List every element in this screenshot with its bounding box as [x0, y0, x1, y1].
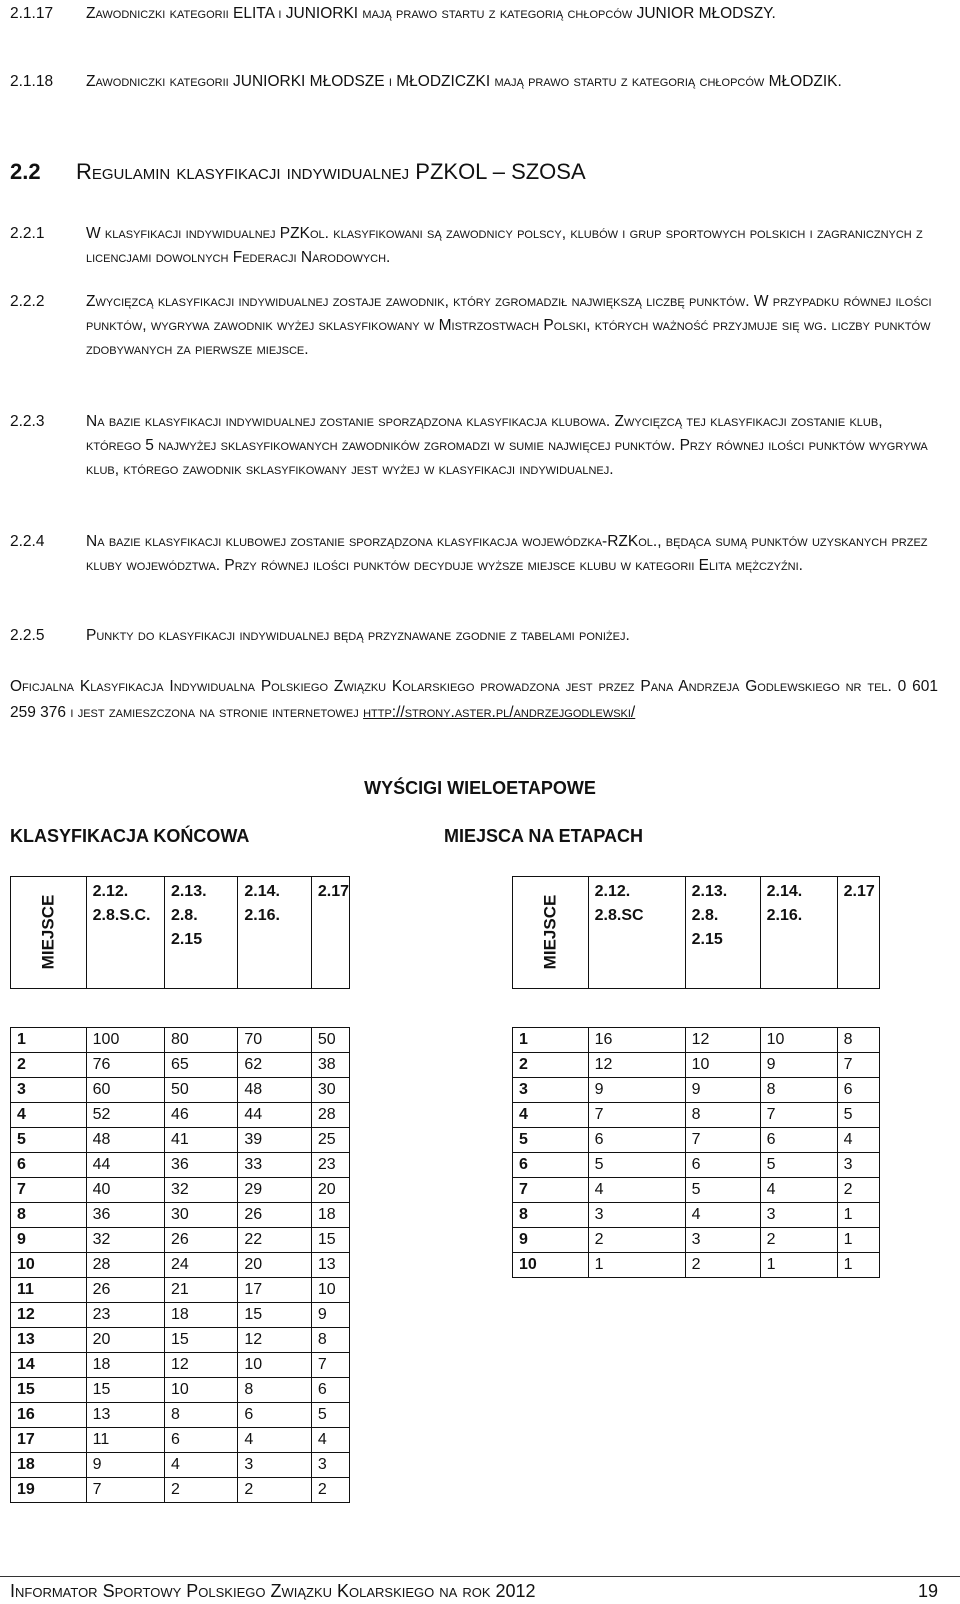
place-cell: 13: [11, 1328, 87, 1353]
section-heading: [10, 157, 586, 187]
place-cell: 10: [513, 1253, 589, 1278]
points-cell: 2: [164, 1478, 237, 1503]
points-cell: 10: [685, 1053, 760, 1078]
rule-2-2-2: [10, 290, 938, 362]
points-cell: 6: [238, 1403, 311, 1428]
stage-races-title: WYŚCIGI WIELOETAPOWE: [364, 778, 596, 798]
rule-text: Zawodniczki kategorii JUNIORKI MŁODSZE i MŁODZICZKI mają prawo startu z kategorią chłopców MŁODZIK.: [86, 73, 842, 90]
points-cell: 3: [837, 1153, 879, 1178]
points-cell: 15: [238, 1303, 311, 1328]
section-number: 2.2: [10, 159, 41, 184]
points-cell: 20: [311, 1178, 349, 1203]
points-cell: 1: [760, 1253, 837, 1278]
points-cell: 9: [760, 1053, 837, 1078]
points-cell: 1: [588, 1253, 685, 1278]
page-footer: [0, 1576, 960, 1601]
rule-text: Na bazie klasyfikacji indywidualnej zostanie sporządzona klasyfikacja klubowa. Zwycięzcą tej klasyfikacji zostanie klub, którego 5 najwyżej sklasyfikowanych zawodników zgromadzi w sumie najwięcej punktów. Przy równej ilości punktów wygrywa klub, którego zawodnik sklasyfikowany jest wyżej w klasyfikacji indywidualnej.: [86, 413, 928, 478]
points-cell: 6: [837, 1078, 879, 1103]
points-cell: 60: [86, 1078, 164, 1103]
points-cell: 8: [837, 1028, 879, 1053]
points-cell: 7: [86, 1478, 164, 1503]
place-cell: 6: [513, 1153, 589, 1178]
points-cell: 2: [588, 1228, 685, 1253]
footer-title: Informator Sportowy Polskiego Związku Kolarskiego na rok 2012: [10, 1581, 536, 1601]
place-cell: 16: [11, 1403, 87, 1428]
table-row: [11, 1028, 350, 1053]
points-cell: 4: [760, 1178, 837, 1203]
table-row: [513, 1253, 880, 1278]
final-classification-table: [10, 876, 350, 1503]
points-cell: 15: [86, 1378, 164, 1403]
points-cell: 76: [86, 1053, 164, 1078]
table-row: [11, 1053, 350, 1078]
points-cell: 12: [685, 1028, 760, 1053]
points-cell: 2: [837, 1178, 879, 1203]
table-row: [11, 1453, 350, 1478]
place-cell: 3: [11, 1078, 87, 1103]
points-cell: 29: [238, 1178, 311, 1203]
points-cell: 80: [164, 1028, 237, 1053]
column-header: 2.13. 2.8. 2.15: [685, 877, 760, 989]
points-cell: 1: [837, 1203, 879, 1228]
table-row: [513, 1228, 880, 1253]
points-cell: 28: [86, 1253, 164, 1278]
points-cell: 4: [837, 1128, 879, 1153]
stage-places-title: MIEJSCA NA ETAPACH: [444, 826, 644, 846]
place-cell: 4: [11, 1103, 87, 1128]
points-cell: 7: [588, 1103, 685, 1128]
points-cell: 15: [164, 1328, 237, 1353]
points-cell: 6: [685, 1153, 760, 1178]
points-cell: 12: [238, 1328, 311, 1353]
points-cell: 4: [238, 1428, 311, 1453]
rule-number: 2.2.4: [10, 533, 45, 550]
points-cell: 5: [685, 1178, 760, 1203]
points-cell: 23: [311, 1153, 349, 1178]
points-cell: 24: [164, 1253, 237, 1278]
place-cell: 17: [11, 1428, 87, 1453]
points-cell: 32: [164, 1178, 237, 1203]
rule-2-2-5: [10, 624, 938, 648]
table-row: [513, 1203, 880, 1228]
table-row: [11, 1078, 350, 1103]
points-cell: 2: [238, 1478, 311, 1503]
points-cell: 20: [86, 1328, 164, 1353]
points-cell: 33: [238, 1153, 311, 1178]
rule-number: 2.2.1: [10, 225, 45, 242]
column-header: 2.17: [311, 877, 349, 989]
points-cell: 4: [311, 1428, 349, 1453]
place-cell: 15: [11, 1378, 87, 1403]
points-cell: 21: [164, 1278, 237, 1303]
points-cell: 39: [238, 1128, 311, 1153]
rule-text: Zawodniczki kategorii ELITA i JUNIORKI mają prawo startu z kategorią chłopców JUNIOR MŁODSZY.: [86, 5, 776, 22]
points-cell: 3: [311, 1453, 349, 1478]
points-cell: 7: [685, 1128, 760, 1153]
points-cell: 52: [86, 1103, 164, 1128]
table-row: [11, 1253, 350, 1278]
points-cell: 5: [588, 1153, 685, 1178]
points-cell: 10: [760, 1028, 837, 1053]
table-row: [11, 1353, 350, 1378]
points-cell: 26: [164, 1228, 237, 1253]
column-header: 2.13. 2.8. 2.15: [164, 877, 237, 989]
points-cell: 10: [311, 1278, 349, 1303]
points-cell: 12: [588, 1053, 685, 1078]
place-cell: 8: [11, 1203, 87, 1228]
points-cell: 26: [86, 1278, 164, 1303]
place-cell: 1: [513, 1028, 589, 1053]
table-row: [513, 1053, 880, 1078]
rule-number: 2.1.17: [10, 5, 54, 22]
place-cell: 19: [11, 1478, 87, 1503]
place-cell: 12: [11, 1303, 87, 1328]
rule-text: Na bazie klasyfikacji klubowej zostanie sporządzona klasyfikacja wojewódzka-RZKol., będąca sumą punktów uzyskanych przez kluby województwa. Przy równej ilości punktów decyduje wyższe miejsce klubu w kategorii Elita mężczyźni.: [86, 533, 928, 574]
points-cell: 38: [311, 1053, 349, 1078]
points-cell: 17: [238, 1278, 311, 1303]
points-cell: 2: [685, 1253, 760, 1278]
points-cell: 100: [86, 1028, 164, 1053]
column-header: 2.17: [837, 877, 879, 989]
table-row: [11, 1328, 350, 1353]
points-cell: 3: [760, 1203, 837, 1228]
rule-2-1-17: [10, 2, 938, 26]
points-cell: 18: [86, 1353, 164, 1378]
points-cell: 10: [164, 1378, 237, 1403]
rule-2-2-3: [10, 410, 938, 482]
points-cell: 20: [238, 1253, 311, 1278]
points-cell: 1: [837, 1253, 879, 1278]
table-row: [11, 1228, 350, 1253]
points-cell: 48: [238, 1078, 311, 1103]
table-row: [513, 1178, 880, 1203]
points-cell: 70: [238, 1028, 311, 1053]
points-cell: 5: [837, 1103, 879, 1128]
table-row: [513, 1078, 880, 1103]
points-cell: 26: [238, 1203, 311, 1228]
points-cell: 4: [164, 1453, 237, 1478]
points-cell: 2: [760, 1228, 837, 1253]
column-header: 2.14. 2.16.: [760, 877, 837, 989]
official-text: Oficjalna Klasyfikacja Indywidualna Polskiego Związku Kolarskiego prowadzona jest przez Pana Andrzeja Godlewskiego nr tel. 0 601 259 376 i jest zamieszczona na stronie internetowej: [10, 678, 938, 721]
points-cell: 3: [238, 1453, 311, 1478]
place-cell: 6: [11, 1153, 87, 1178]
points-cell: 50: [164, 1078, 237, 1103]
column-header: 2.12. 2.8.S.C.: [86, 877, 164, 989]
place-cell: 1: [11, 1028, 87, 1053]
place-cell: 10: [11, 1253, 87, 1278]
points-cell: 6: [588, 1128, 685, 1153]
points-cell: 12: [164, 1353, 237, 1378]
points-cell: 16: [588, 1028, 685, 1053]
table-row: [11, 1378, 350, 1403]
points-cell: 18: [311, 1203, 349, 1228]
points-cell: 32: [86, 1228, 164, 1253]
place-cell: 7: [513, 1178, 589, 1203]
table-row: [11, 1128, 350, 1153]
place-cell: 9: [11, 1228, 87, 1253]
page-number: 19: [917, 1581, 938, 1601]
table-row: [513, 1028, 880, 1053]
points-cell: 62: [238, 1053, 311, 1078]
place-cell: 3: [513, 1078, 589, 1103]
table-row: [11, 1403, 350, 1428]
table-row: [513, 1153, 880, 1178]
table-row: [11, 1478, 350, 1503]
place-cell: 2: [11, 1053, 87, 1078]
points-cell: 5: [311, 1403, 349, 1428]
stage-places-table: [512, 876, 880, 1278]
points-cell: 23: [86, 1303, 164, 1328]
place-cell: 9: [513, 1228, 589, 1253]
rule-number: 2.1.18: [10, 73, 54, 90]
rule-text: Zwycięzcą klasyfikacji indywidualnej zostaje zawodnik, który zgromadził największą liczbę punktów. W przypadku równej ilości punktów, wygrywa zawodnik wyżej sklasyfikowany w Mistrzostwach Polski, których ważność przyjmuje się wg. liczby punktów zdobywanych za pierwsze miejsce.: [86, 293, 932, 358]
points-cell: 11: [86, 1428, 164, 1453]
points-cell: 22: [238, 1228, 311, 1253]
points-cell: 28: [311, 1103, 349, 1128]
points-cell: 10: [238, 1353, 311, 1378]
section-title: Regulamin klasyfikacji indywidualnej PZKOL – SZOSA: [76, 159, 586, 184]
table-row: [11, 1278, 350, 1303]
place-header: MIEJSCE: [513, 877, 589, 989]
points-cell: 6: [164, 1428, 237, 1453]
points-cell: 13: [311, 1253, 349, 1278]
points-cell: 3: [685, 1228, 760, 1253]
points-cell: 65: [164, 1053, 237, 1078]
points-cell: 36: [86, 1203, 164, 1228]
points-cell: 25: [311, 1128, 349, 1153]
rule-2-1-18: [10, 70, 938, 94]
rule-text: W klasyfikacji indywidualnej PZKol. klasyfikowani są zawodnicy polscy, klubów i grup sportowych polskich i zagranicznych z licencjami dowolnych Federacji Narodowych.: [86, 225, 923, 266]
points-cell: 6: [760, 1128, 837, 1153]
points-cell: 3: [588, 1203, 685, 1228]
place-cell: 5: [11, 1128, 87, 1153]
points-cell: 44: [86, 1153, 164, 1178]
table-row: [11, 1178, 350, 1203]
points-cell: 8: [685, 1103, 760, 1128]
points-cell: 46: [164, 1103, 237, 1128]
points-cell: 7: [837, 1053, 879, 1078]
place-cell: 8: [513, 1203, 589, 1228]
points-cell: 8: [164, 1403, 237, 1428]
place-cell: 14: [11, 1353, 87, 1378]
points-cell: 48: [86, 1128, 164, 1153]
place-cell: 18: [11, 1453, 87, 1478]
table-row: [11, 1153, 350, 1178]
points-cell: 13: [86, 1403, 164, 1428]
points-cell: 18: [164, 1303, 237, 1328]
table-row: [513, 1103, 880, 1128]
points-cell: 4: [588, 1178, 685, 1203]
rule-2-2-4: [10, 530, 938, 578]
points-cell: 9: [588, 1078, 685, 1103]
points-cell: 36: [164, 1153, 237, 1178]
place-cell: 2: [513, 1053, 589, 1078]
column-header: 2.12. 2.8.SC: [588, 877, 685, 989]
points-cell: 9: [685, 1078, 760, 1103]
rule-number: 2.2.2: [10, 293, 45, 310]
table-row: [513, 1128, 880, 1153]
points-cell: 8: [311, 1328, 349, 1353]
table-row: [11, 1203, 350, 1228]
place-header: MIEJSCE: [11, 877, 87, 989]
official-classification-note: [10, 674, 938, 726]
points-cell: 30: [164, 1203, 237, 1228]
place-cell: 5: [513, 1128, 589, 1153]
points-cell: 50: [311, 1028, 349, 1053]
rule-2-2-1: [10, 222, 938, 270]
points-cell: 8: [238, 1378, 311, 1403]
points-cell: 9: [86, 1453, 164, 1478]
place-cell: 4: [513, 1103, 589, 1128]
table-row: [11, 1103, 350, 1128]
rule-text: Punkty do klasyfikacji indywidualnej będą przyznawane zgodnie z tabelami poniżej.: [86, 627, 630, 644]
points-cell: 7: [311, 1353, 349, 1378]
points-cell: 7: [760, 1103, 837, 1128]
points-cell: 4: [685, 1203, 760, 1228]
table-row: [11, 1428, 350, 1453]
place-cell: 11: [11, 1278, 87, 1303]
rule-number: 2.2.3: [10, 413, 45, 430]
points-cell: 6: [311, 1378, 349, 1403]
points-cell: 30: [311, 1078, 349, 1103]
points-cell: 2: [311, 1478, 349, 1503]
table-row: [11, 1303, 350, 1328]
rule-number: 2.2.5: [10, 627, 45, 644]
points-cell: 40: [86, 1178, 164, 1203]
points-cell: 15: [311, 1228, 349, 1253]
website-link[interactable]: http://strony.aster.pl/andrzejgodlewski/: [363, 704, 636, 721]
points-cell: 8: [760, 1078, 837, 1103]
final-classification-title: KLASYFIKACJA KOŃCOWA: [10, 826, 250, 846]
place-cell: 7: [11, 1178, 87, 1203]
points-cell: 41: [164, 1128, 237, 1153]
points-cell: 9: [311, 1303, 349, 1328]
column-header: 2.14. 2.16.: [238, 877, 311, 989]
points-cell: 44: [238, 1103, 311, 1128]
points-cell: 1: [837, 1228, 879, 1253]
points-cell: 5: [760, 1153, 837, 1178]
